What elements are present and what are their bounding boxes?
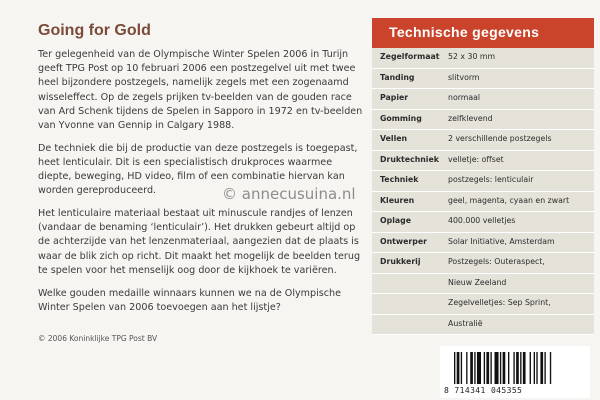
table-row <box>372 110 594 131</box>
description-column <box>38 22 366 323</box>
paragraph-technique: De techniek die bij de productie van deze postzegels is toegepast, heet lenticulair. Dit is een specialistisch drukproces waarmee diepte, beweging, HD video, film of een combinatie hiervan kan worden gereproduceerd. <box>38 142 358 197</box>
paragraph-question: Welke gouden medaille winnaars kunnen we na de Olympische Winter Spelen van 2006 toevoegen aan het lijstje? <box>38 287 342 313</box>
row-value: Australië <box>448 318 483 328</box>
watermark-text: © annecusuina.nl <box>222 185 356 203</box>
row-label: Drukkerij <box>380 257 421 266</box>
row-label: Druktechniek <box>380 154 439 164</box>
row-label: Vellen <box>380 134 408 143</box>
row-label: Tanding <box>380 72 415 82</box>
row-value: 52 x 30 mm <box>448 52 496 61</box>
row-value: Postzegels: Outeraspect, <box>448 257 545 266</box>
table-row <box>372 69 594 90</box>
table-row <box>372 48 594 69</box>
table-row <box>372 233 594 254</box>
paragraph-intro: Ter gelegenheid van de Olympische Winter Spelen 2006 in Turijn geeft TPG Post op 10 februari 2006 een postzegelvel uit met twee heel bijzondere postzegels, namelijk zegels met een zogenaamd wisseleffect. Op de zegels prijken tv-beelden van de gouden race van Ard Schenk tijdens de Spelen in Sapporo in 1972 en tv-beelden van Yvonne van Gennip in Calgary 1988. <box>38 49 363 132</box>
table-row <box>372 253 594 274</box>
row-label: Kleuren <box>380 195 415 205</box>
row-label: Techniek <box>380 175 419 184</box>
paragraph-lenticular: Het lenticulaire materiaal bestaat uit minuscule randjes of lenzen (vandaar de benaming ‘lenticulair’). Het drukken gebeurt altijd op de achterzijde van het lenzenmateriaal, aangezien dat de plaats is waar de blik zich op richt. Dit maakt het mogelijk de beelden terug te spelen voor het menselijk oog door de kijkhoek te variëren. <box>38 208 361 276</box>
row-label: Gomming <box>380 113 422 123</box>
row-value: postzegels: lenticulair <box>448 175 534 184</box>
row-label <box>380 278 450 290</box>
row-value: 400.000 velletjes <box>448 216 516 225</box>
row-value: velletje: offset <box>448 154 504 164</box>
panel-header <box>372 18 594 48</box>
barcode-icon <box>452 352 586 384</box>
panel-title: Technische gegevens <box>389 24 540 40</box>
row-label: Zegelformaat <box>380 52 440 61</box>
table-row <box>372 192 594 213</box>
row-value: 2 verschillende postzegels <box>448 134 552 143</box>
table-row <box>372 171 594 192</box>
row-label: Oplage <box>380 216 412 225</box>
barcode-number: 8 714341 045355 <box>444 386 523 395</box>
table-row <box>372 212 594 233</box>
table-row <box>372 130 594 151</box>
row-value: zelfklevend <box>448 113 493 123</box>
row-value: slitvorm <box>448 72 480 82</box>
row-value: Nieuw Zeeland <box>448 277 507 287</box>
table-row <box>372 294 594 315</box>
row-value: Zegelvelletjes: Sep Sprint, <box>448 298 551 307</box>
table-row <box>372 151 594 172</box>
row-label <box>380 298 450 310</box>
table-row <box>372 315 594 336</box>
copyright-notice: © 2006 Koninklijke TPG Post BV <box>38 334 158 343</box>
technical-data-table <box>372 48 594 335</box>
technical-data-panel <box>372 18 594 348</box>
row-label: Papier <box>380 93 409 102</box>
row-label: Ontwerper <box>380 236 427 246</box>
row-label <box>380 319 450 331</box>
page-title: Going for Gold <box>38 22 151 39</box>
table-row <box>372 89 594 110</box>
table-row <box>372 274 594 295</box>
row-value: normaal <box>448 93 481 102</box>
row-value: geel, magenta, cyaan en zwart <box>448 195 570 205</box>
row-value: Solar Initiative, Amsterdam <box>448 236 555 246</box>
